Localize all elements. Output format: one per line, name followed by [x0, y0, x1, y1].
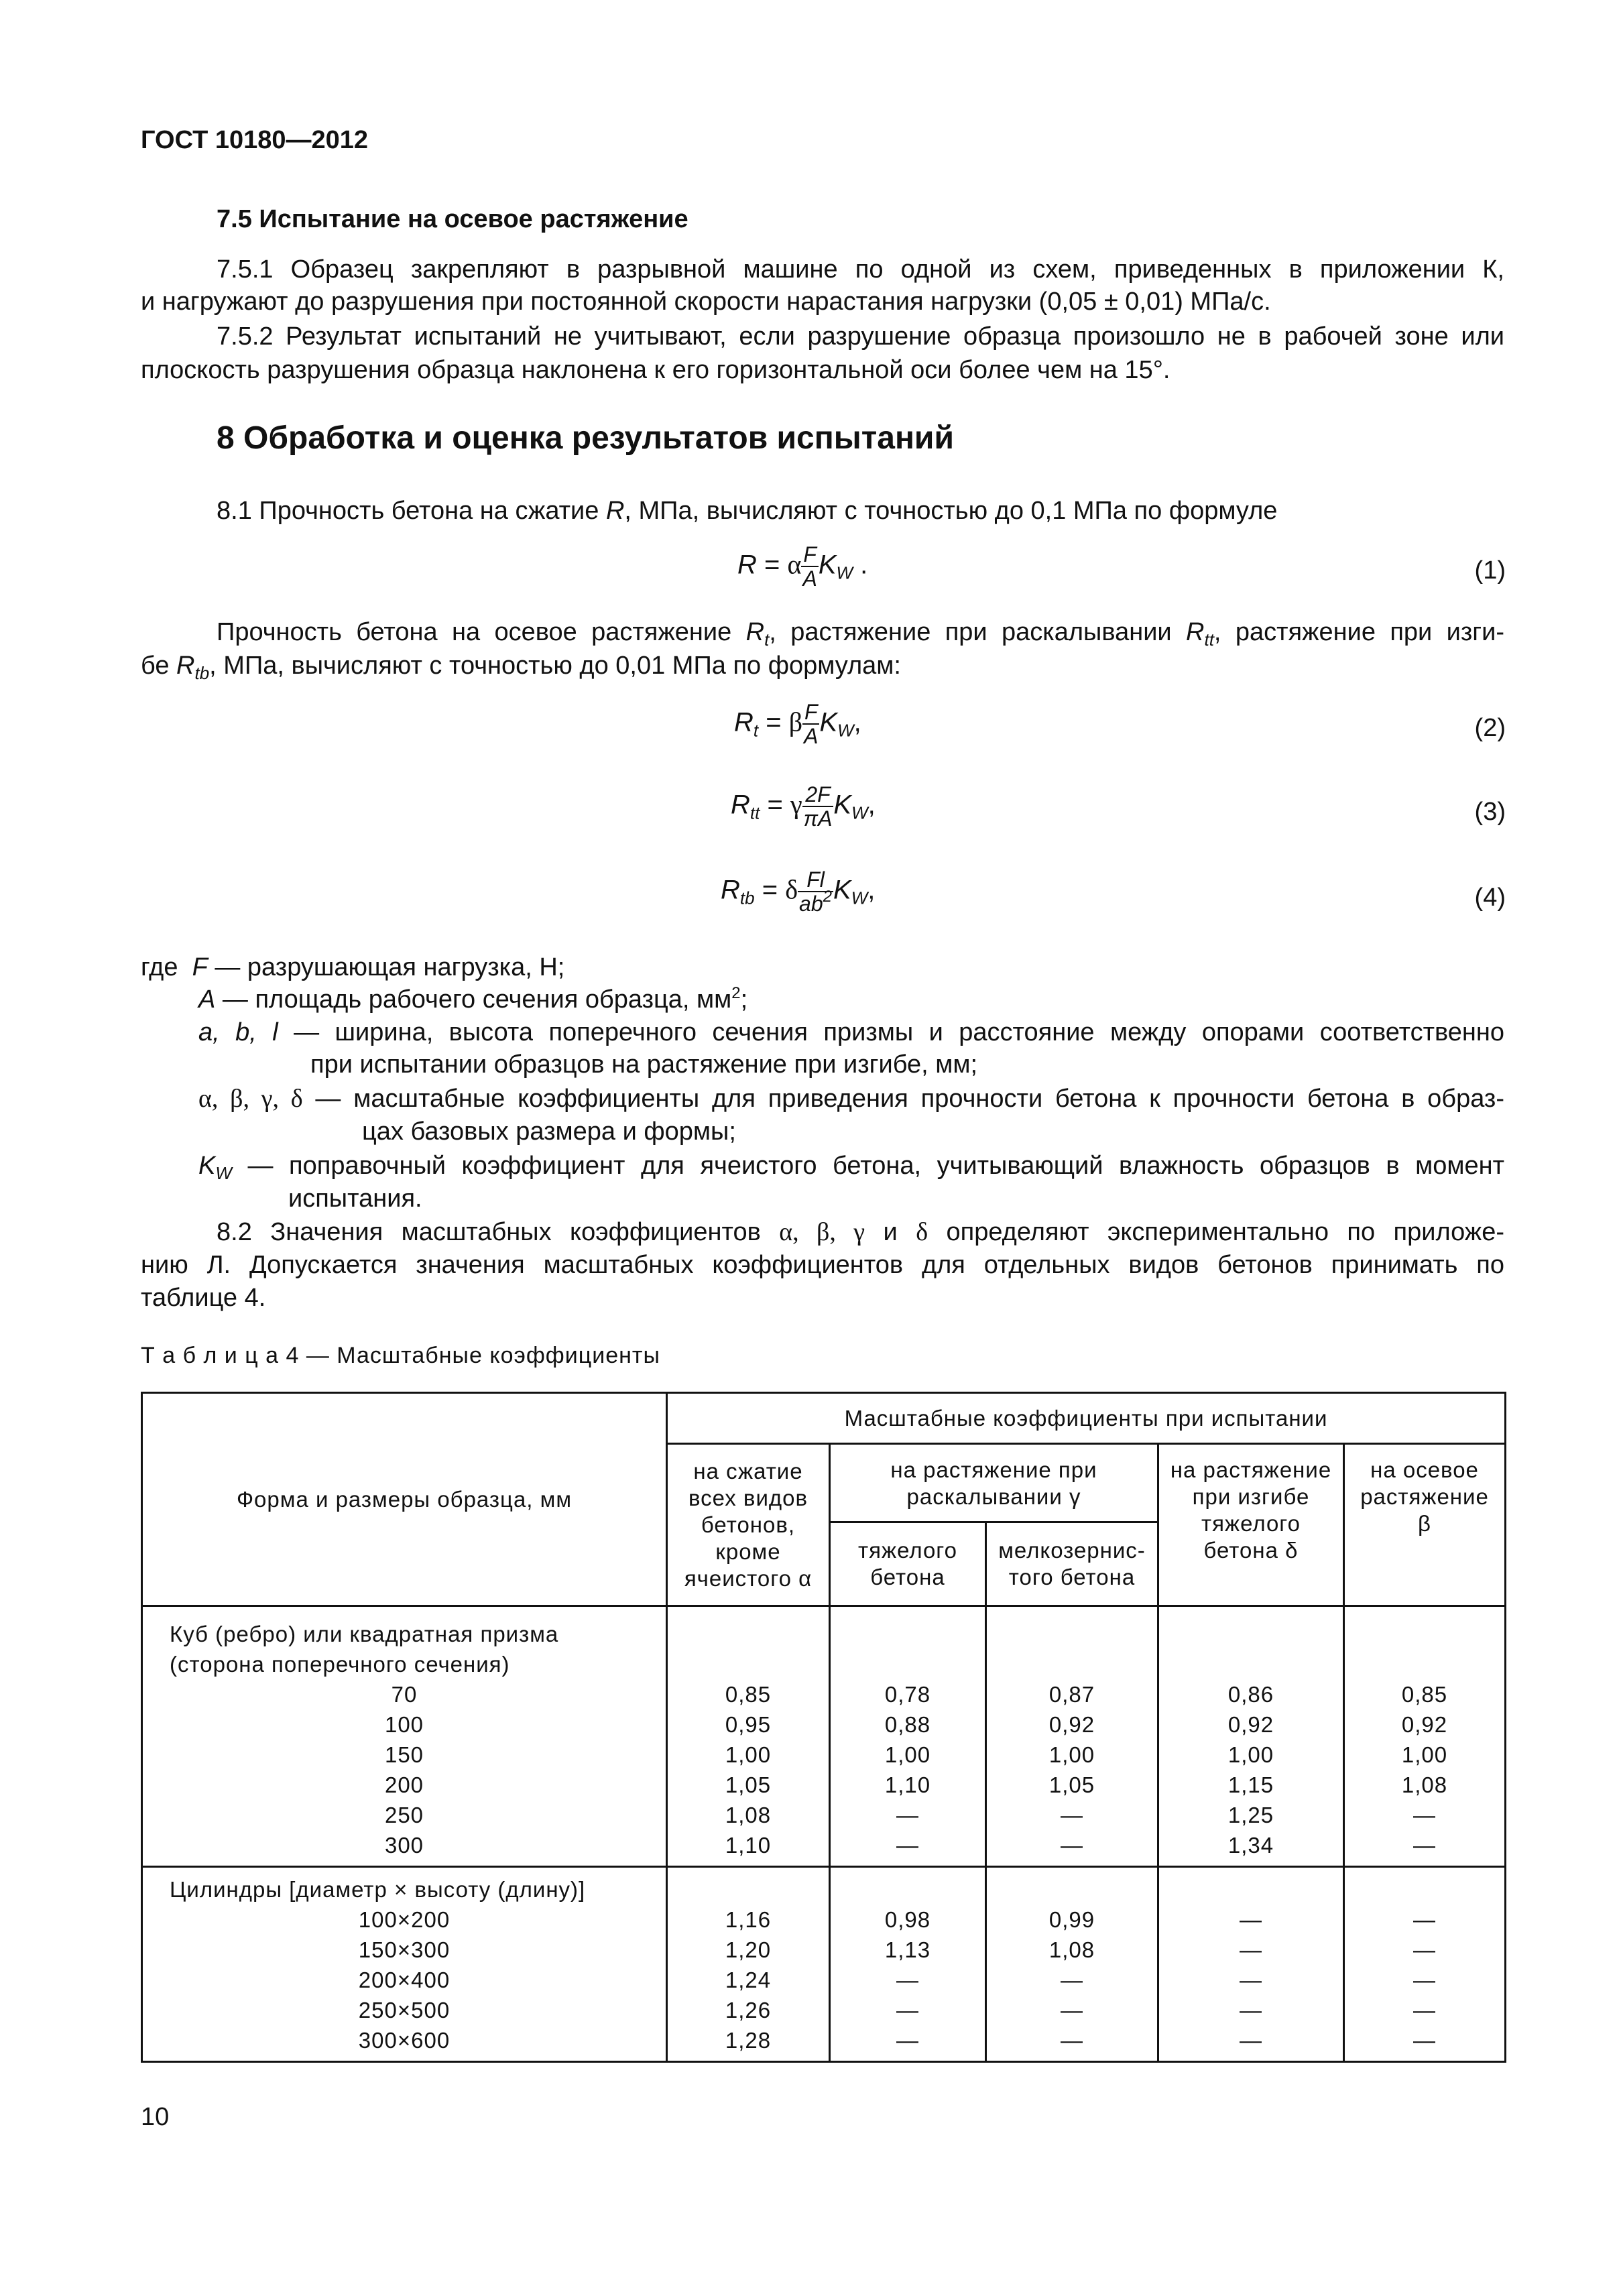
coefficient-value: 1,25 — [1227, 1803, 1274, 1827]
formula-2: $R_t = \beta$ $\frac{F}{A}$ $K_W$, — [734, 700, 861, 748]
spacer — [668, 1874, 829, 1905]
header-line: тяжелого — [858, 1538, 957, 1563]
coefficient-value: — — [1061, 1833, 1083, 1858]
header-line: на растяжение при — [890, 1457, 1097, 1482]
header-heavy-concrete — [830, 1522, 986, 1606]
table-4-caption: Т а б л и ц а 4 — Масштабные коэффициенты — [141, 1343, 660, 1368]
coefficient-value: 0,92 — [1048, 1712, 1095, 1737]
coefficient-value: — — [1240, 1968, 1262, 1992]
para-7-5-2-line2: плоскость разрушения образца наклонена к его горизонтальной оси более чем на 15°. — [141, 356, 1170, 384]
header-line: бетонов, — [701, 1512, 796, 1537]
spacer — [668, 1649, 829, 1679]
header-axial — [1344, 1444, 1506, 1606]
section-7-5-title: 7.5 Испытание на осевое растяжение — [217, 205, 688, 233]
header-line: на сжатие — [693, 1458, 803, 1484]
header-line: на осевое — [1370, 1457, 1479, 1482]
spacer — [987, 1649, 1157, 1679]
coefficient-value: — — [896, 2028, 919, 2053]
header-line: растяжение — [1360, 1484, 1489, 1509]
spacer — [987, 1619, 1157, 1649]
where-F: где F — разрушающая нагрузка, Н; — [141, 953, 565, 981]
para-7-5-1-line2: и нагружают до разрушения при постоянной скорости нарастания нагрузки (0,05 ± 0,01) МПа/с. — [141, 288, 1271, 316]
coefficient-value: 1,26 — [725, 1998, 772, 2022]
coefficient-value: 1,16 — [725, 1907, 772, 1932]
coefficient-value: — — [1413, 2028, 1436, 2053]
formula-3-number: (3) — [1474, 798, 1506, 826]
spacer — [987, 1874, 1157, 1905]
para-8-2-line2: нию Л. Допускается значения масштабных коэффициентов для отдельных видов бетонов принимать по — [141, 1251, 1504, 1279]
spacer — [831, 1619, 985, 1649]
where-abl-line1: a, b, l — ширина, высота поперечного сечения призмы и расстояние между опорами соответственно — [198, 1018, 1504, 1046]
coefficient-value: 1,05 — [1048, 1772, 1095, 1797]
header-line: кроме — [715, 1538, 781, 1564]
coefficient-value: 0,86 — [1227, 1682, 1274, 1707]
coefficient-value: 1,13 — [884, 1937, 931, 1962]
where-KW-line2: испытания. — [288, 1185, 422, 1213]
coefficient-value: — — [1061, 1998, 1083, 2022]
formula-4: $R_{tb} = \delta$ $\frac{Fl}{ab^2}$ $K_W$, — [721, 867, 876, 916]
header-line: при изгибе — [1192, 1484, 1310, 1509]
coefficient-value: — — [1413, 1998, 1436, 2022]
coefficient-value: — — [1413, 1968, 1436, 1992]
spacer — [831, 1874, 985, 1905]
coefficient-value: — — [896, 1998, 919, 2022]
coefficient-value: 0,98 — [884, 1907, 931, 1932]
spacer — [668, 1619, 829, 1649]
header-line: мелкозернис- — [998, 1538, 1146, 1563]
coefficient-value: — — [896, 1803, 919, 1827]
header-compression — [667, 1444, 830, 1606]
coefficient-value: 0,87 — [1048, 1682, 1095, 1707]
formula-1-number: (1) — [1474, 556, 1506, 585]
para-8-1: 8.1 Прочность бетона на сжатие R, МПа, вычисляют с точностью до 0,1 МПа по формуле — [217, 497, 1278, 525]
coefficient-value: — — [1413, 1907, 1436, 1932]
sample-size: 150 — [384, 1742, 424, 1767]
header-splitting — [830, 1444, 1158, 1522]
sample-size: 250×500 — [358, 1998, 450, 2022]
coefficient-value: 1,24 — [725, 1968, 772, 1992]
coefficient-value: 0,92 — [1227, 1712, 1274, 1737]
coefficient-value: 0,99 — [1048, 1907, 1095, 1932]
header-scale-coefficients: Масштабные коэффициенты при испытании — [667, 1393, 1506, 1444]
sample-size: 150×300 — [358, 1937, 450, 1962]
header-line: раскалывании γ — [906, 1484, 1081, 1509]
coefficient-value: — — [1061, 2028, 1083, 2053]
coefficient-value: 1,34 — [1227, 1833, 1274, 1858]
coefficient-value: — — [1240, 1907, 1262, 1932]
header-line: бетона — [870, 1565, 945, 1589]
spacer — [1345, 1649, 1504, 1679]
coefficient-value: 1,00 — [1401, 1742, 1448, 1767]
coefficient-value: — — [1413, 1803, 1436, 1827]
coefficient-value: 1,00 — [884, 1742, 931, 1767]
coefficient-value: 0,78 — [884, 1682, 931, 1707]
coefficient-value: 0,95 — [725, 1712, 772, 1737]
coefficient-value: 1,00 — [1048, 1742, 1095, 1767]
para-7-5-2-line1: 7.5.2 Результат испытаний не учитывают, если разрушение образца произошло не в рабочей зоне или — [217, 322, 1504, 351]
coefficient-value: 1,08 — [1048, 1937, 1095, 1962]
header-fine-concrete — [986, 1522, 1158, 1606]
coefficient-value: 0,85 — [1401, 1682, 1448, 1707]
coefficient-value: 1,08 — [725, 1803, 772, 1827]
coefficient-value: — — [1061, 1803, 1083, 1827]
formula-1: R = α $\frac{F}{A}$ $K_W$ . — [737, 542, 868, 591]
formula-2-number: (2) — [1474, 714, 1506, 742]
formula-3: $R_{tt} = \gamma$ $\frac{2F}{\pi A}$ $K_W$, — [731, 782, 876, 831]
coefficient-value: 1,05 — [725, 1772, 772, 1797]
table-group-row — [142, 1606, 1506, 1867]
header-line: β — [1418, 1511, 1431, 1536]
spacer — [1345, 1619, 1504, 1649]
header-line: ячеистого α — [684, 1565, 813, 1591]
table-group-row — [142, 1867, 1506, 2062]
spacer — [1345, 1874, 1504, 1905]
coefficient-value: 1,00 — [1227, 1742, 1274, 1767]
spacer — [1159, 1649, 1343, 1679]
sample-size: 200 — [384, 1772, 424, 1797]
sample-size: 300×600 — [358, 2028, 450, 2053]
document-code: ГОСТ 10180—2012 — [141, 126, 369, 154]
coefficient-value: — — [1413, 1937, 1436, 1962]
spacer — [831, 1649, 985, 1679]
para-8-2-line1: 8.2 Значения масштабных коэффициентов α, β, γ и δ определяют экспериментально по приложе- — [217, 1218, 1505, 1246]
sample-size: 200×400 — [358, 1968, 450, 1992]
coefficient-value: 1,28 — [725, 2028, 772, 2053]
table-4 — [141, 1392, 1506, 2063]
header-line: того бетона — [1008, 1565, 1136, 1589]
coefficient-value: 0,85 — [725, 1682, 772, 1707]
group-title: (сторона поперечного сечения) — [170, 1652, 510, 1677]
para-tension-line2: бе $R_{tb}$, МПа, вычисляют с точностью до 0,01 МПа по формулам: — [141, 652, 901, 683]
header-line: всех видов — [688, 1485, 808, 1510]
where-abl-line2: при испытании образцов на растяжение при изгибе, мм; — [310, 1050, 978, 1079]
sample-size: 70 — [391, 1682, 418, 1707]
coefficient-value: — — [1413, 1833, 1436, 1858]
page-number: 10 — [141, 2103, 170, 2131]
header-form-size: Форма и размеры образца, мм — [142, 1393, 667, 1606]
coefficient-value: 0,92 — [1401, 1712, 1448, 1737]
group-title: Цилиндры [диаметр × высоту (длину)] — [170, 1877, 586, 1902]
spacer — [1159, 1874, 1343, 1905]
sample-size: 100 — [384, 1712, 424, 1737]
header-line: на растяжение — [1170, 1457, 1332, 1482]
header-line: тяжелого — [1201, 1511, 1301, 1536]
coefficient-value: — — [1061, 1968, 1083, 1992]
spacer — [1159, 1619, 1343, 1649]
header-bending — [1158, 1444, 1344, 1606]
where-greek-line2: цах базовых размера и формы; — [362, 1117, 736, 1146]
coefficient-value: 0,88 — [884, 1712, 931, 1737]
coefficient-value: 1,20 — [725, 1937, 772, 1962]
coefficient-value: 1,10 — [884, 1772, 931, 1797]
coefficient-value: — — [896, 1833, 919, 1858]
para-8-2-line3: таблице 4. — [141, 1284, 266, 1312]
sample-size: 300 — [384, 1833, 424, 1858]
group-title: Куб (ребро) или квадратная призма — [170, 1622, 559, 1646]
coefficient-value: 1,08 — [1401, 1772, 1448, 1797]
coefficient-value: — — [1240, 1998, 1262, 2022]
coefficient-value: 1,00 — [725, 1742, 772, 1767]
where-KW-line1: $K_W$ — поправочный коэффициент для ячеистого бетона, учитывающий влажность образцов в момент — [198, 1152, 1504, 1183]
coefficient-value: — — [1240, 1937, 1262, 1962]
para-tension-line1: Прочность бетона на осевое растяжение $R_t$, растяжение при раскалывании $R_{tt}$, растяжение при изги- — [217, 618, 1504, 650]
coefficient-value: — — [896, 1968, 919, 1992]
sample-size: 250 — [384, 1803, 424, 1827]
where-greek-line1: α, β, γ, δ — масштабные коэффициенты для приведения прочности бетона к прочности бетона в образ- — [198, 1085, 1504, 1113]
sample-size: 100×200 — [358, 1907, 450, 1932]
header-line: бетона δ — [1203, 1538, 1299, 1563]
coefficient-value: 1,15 — [1227, 1772, 1274, 1797]
coefficient-value: — — [1240, 2028, 1262, 2053]
section-8-title: 8 Обработка и оценка результатов испытаний — [217, 420, 954, 456]
para-7-5-1-line1: 7.5.1 Образец закрепляют в разрывной машине по одной из схем, приведенных в приложении К, — [217, 255, 1504, 284]
coefficient-value: 1,10 — [725, 1833, 772, 1858]
formula-4-number: (4) — [1474, 884, 1506, 912]
where-A: A — площадь рабочего сечения образца, $мм^2$; — [198, 984, 748, 1014]
